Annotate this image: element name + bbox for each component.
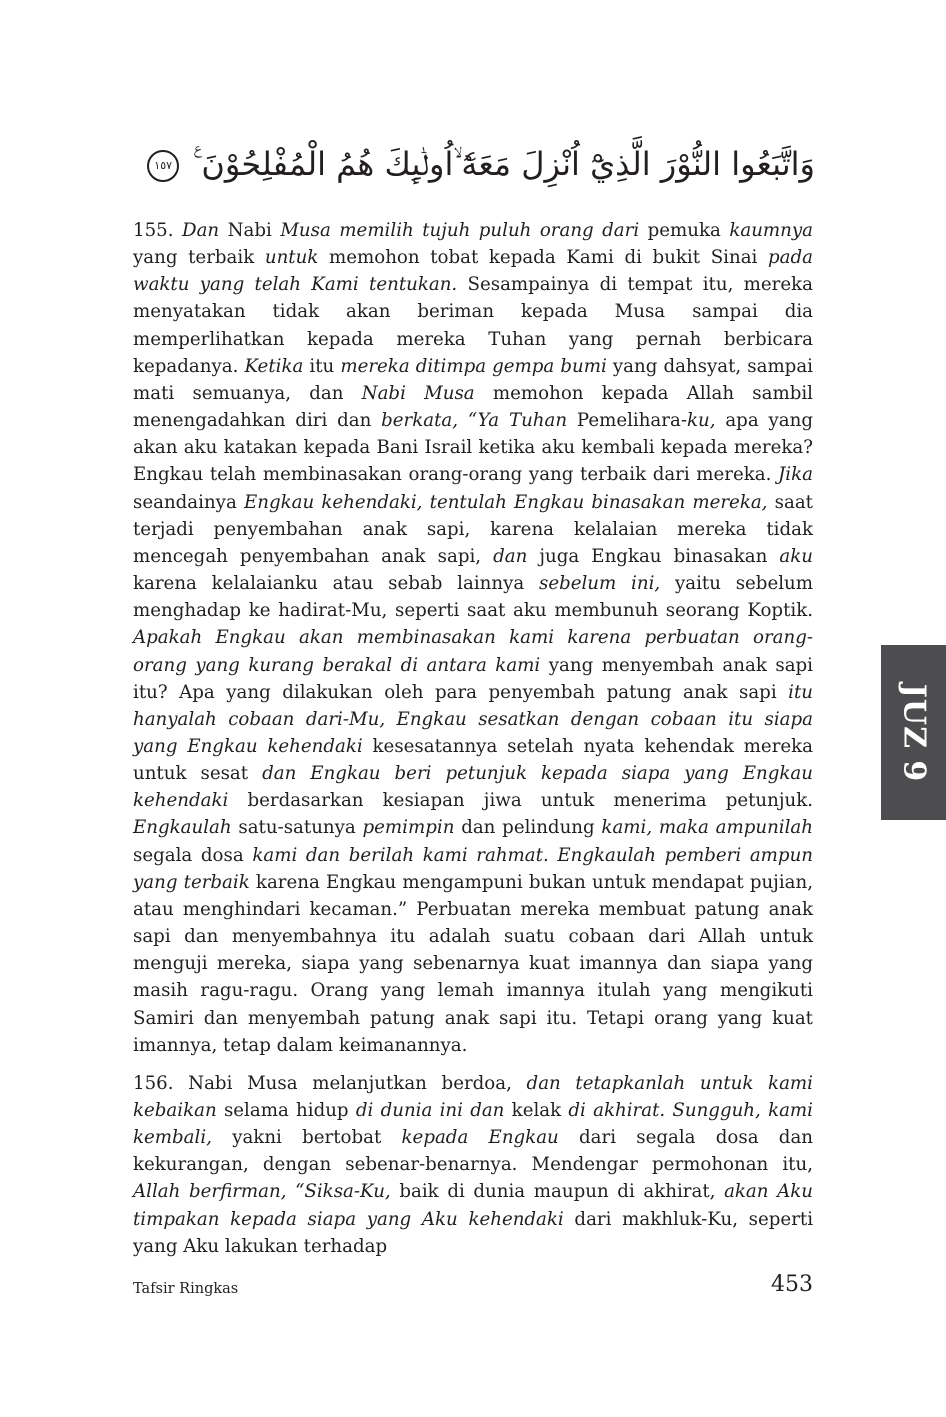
italic-run: pemimpin: [362, 817, 455, 839]
italic-run: Engkaulah: [133, 817, 232, 839]
italic-run: berkata, “Ya Tuhan: [381, 410, 568, 432]
paragraph-155: [133, 217, 813, 1059]
italic-run: Dan: [181, 220, 220, 241]
text-run: yaitu sebelum menghadap ke hadirat-Mu, seperti saat aku membunuh seorang Koptik.: [133, 573, 813, 622]
italic-run: pada waktu yang telah Kami tentukan.: [133, 247, 813, 296]
text-run: yakni bertobat: [211, 1127, 402, 1149]
text-run: dan pelindung: [454, 817, 602, 839]
italic-run: kami, maka ampunilah: [601, 817, 813, 839]
text-run: seandainya: [133, 491, 244, 513]
italic-run: Nabi Musa: [361, 382, 475, 404]
italic-run: itu hanyalah cobaan dari-Mu, Engkau sesatkan dengan cobaan itu siapa yang Engkau kehendaki: [133, 681, 813, 757]
italic-run: Allah berfirman, “Siksa-Ku,: [133, 1181, 391, 1203]
italic-run: Ketika: [244, 355, 304, 377]
italic-run: ku,: [686, 410, 716, 432]
text-run: juga Engkau binasakan: [527, 545, 780, 567]
ayah-number-marker: ١٥٧: [147, 150, 179, 182]
text-run: kelak: [504, 1100, 569, 1121]
text-run: 156. Nabi Musa melanjutkan berdoa,: [133, 1072, 527, 1094]
page-number: 453: [771, 1272, 813, 1297]
juz-label: JUZ 9: [896, 683, 931, 782]
text-run: Pemelihara-: [567, 410, 687, 432]
italic-run: mereka ditimpa gempa bumi: [340, 355, 607, 377]
italic-run: dan tetapkanlah untuk kami kebaikan: [133, 1072, 813, 1121]
italic-run: dan Engkau beri petunjuk kepada siapa yang Engkau kehendaki: [133, 763, 813, 812]
text-run: Nabi: [219, 220, 281, 241]
text-run: memohon kepada Allah sambil menengadahkan diri dan: [133, 382, 813, 432]
text-run: yang dahsyat, sampai mati semuanya, dan: [133, 355, 813, 404]
text-run: dari makhluk-Ku, seperti yang Aku lakukan terhadap: [133, 1208, 814, 1257]
text-run: yang terbaik: [133, 247, 265, 269]
text-run: baik di dunia maupun di akhirat,: [390, 1181, 725, 1203]
italic-run: dan: [493, 545, 528, 567]
text-run: saat terjadi penyembahan anak sapi, karena kelalaian mereka tidak mencegah penyembahan anak sapi,: [133, 491, 813, 567]
tafsir-text: [133, 217, 813, 1260]
text-run: apa yang akan aku katakan kepada Bani Israil ketika aku kembali kepada mereka? Engkau telah membinasakan orang-orang yang terbaik dari mereka.: [133, 410, 813, 486]
text-run: dari segala dosa dan kekurangan, dengan sebenar-benarnya. Mendengar permohonan itu,: [133, 1127, 813, 1176]
juz-tab: [881, 645, 946, 820]
text-run: segala dosa: [133, 844, 253, 866]
italic-run: Jika: [778, 464, 813, 486]
text-run: pemuka: [639, 220, 730, 241]
italic-run: Engkau kehendaki, tentulah Engkau binasakan mereka,: [243, 491, 768, 513]
footer-book-title: Tafsir Ringkas: [133, 1281, 239, 1297]
italic-run: Apakah Engkau akan membinasakan kami karena perbuatan orang-orang yang kurang berakal di antara kami: [133, 627, 813, 676]
text-run: berdasarkan kesiapan jiwa untuk menerima petunjuk.: [228, 790, 813, 812]
text-run: Sesampainya di tempat itu, mereka menyatakan tidak akan beriman kepada Musa sampai dia memperlihatkan kepada mereka Tuhan yang pernah berbicara kepadanya.: [133, 274, 813, 377]
text-run: memohon tobat kepada Kami di bukit Sinai: [318, 247, 769, 269]
italic-run: kepada Engkau: [401, 1127, 559, 1149]
text-run: karena kelalaianku atau sebab lainnya: [133, 573, 539, 595]
arabic-verse-text: وَاتَّبَعُوا النُّوْرَ الَّذِيْٓ اُنْزِلَ مَعَهٗٓ ۙاُولٰۤىِٕكَ هُمُ الْمُفْلِحُوْنَ ࣖ: [193, 145, 815, 183]
text-run: selama hidup: [216, 1100, 356, 1121]
text-run: yang menyembah anak sapi itu? Apa yang dilakukan oleh para penyembah patung anak sapi: [133, 654, 813, 703]
paragraph-156: [133, 1070, 813, 1260]
text-run: 155.: [133, 220, 182, 241]
italic-run: sebelum ini,: [538, 573, 661, 595]
text-run: kesesatannya setelah nyata kehendak mereka untuk sesat: [133, 735, 814, 785]
italic-run: di dunia ini dan: [355, 1100, 505, 1121]
italic-run: aku: [779, 545, 813, 567]
italic-run: untuk: [264, 247, 319, 269]
arabic-verse: [154, 138, 815, 190]
italic-run: kaumnya: [729, 220, 814, 241]
italic-run: di akhirat. Sungguh, kami kembali,: [133, 1100, 813, 1149]
text-run: itu: [303, 355, 341, 377]
italic-run: akan Aku timpakan kepada siapa yang Aku kehendaki: [133, 1181, 813, 1230]
italic-run: kami dan berilah kami rahmat. Engkaulah pemberi ampun yang terbaik: [133, 844, 813, 893]
text-run: satu-satunya: [231, 817, 363, 839]
text-run: karena Engkau mengampuni bukan untuk mendapat pujian, atau menghindari kecaman.” Perbuatan mereka membuat patung anak sapi dan menyembahnya itu adalah suatu cobaan dari Allah untuk menguji mereka, siapa yang sebenarnya kuat imannya dan siapa yang masih ragu-ragu. Orang yang lemah imannya itulah yang mengikuti Samiri dan menyembah patung anak sapi itu. Tetapi orang yang kuat imannya, tetap dalam keimanannya.: [133, 871, 813, 1056]
italic-run: Musa memilih tujuh puluh orang dari: [280, 220, 640, 241]
